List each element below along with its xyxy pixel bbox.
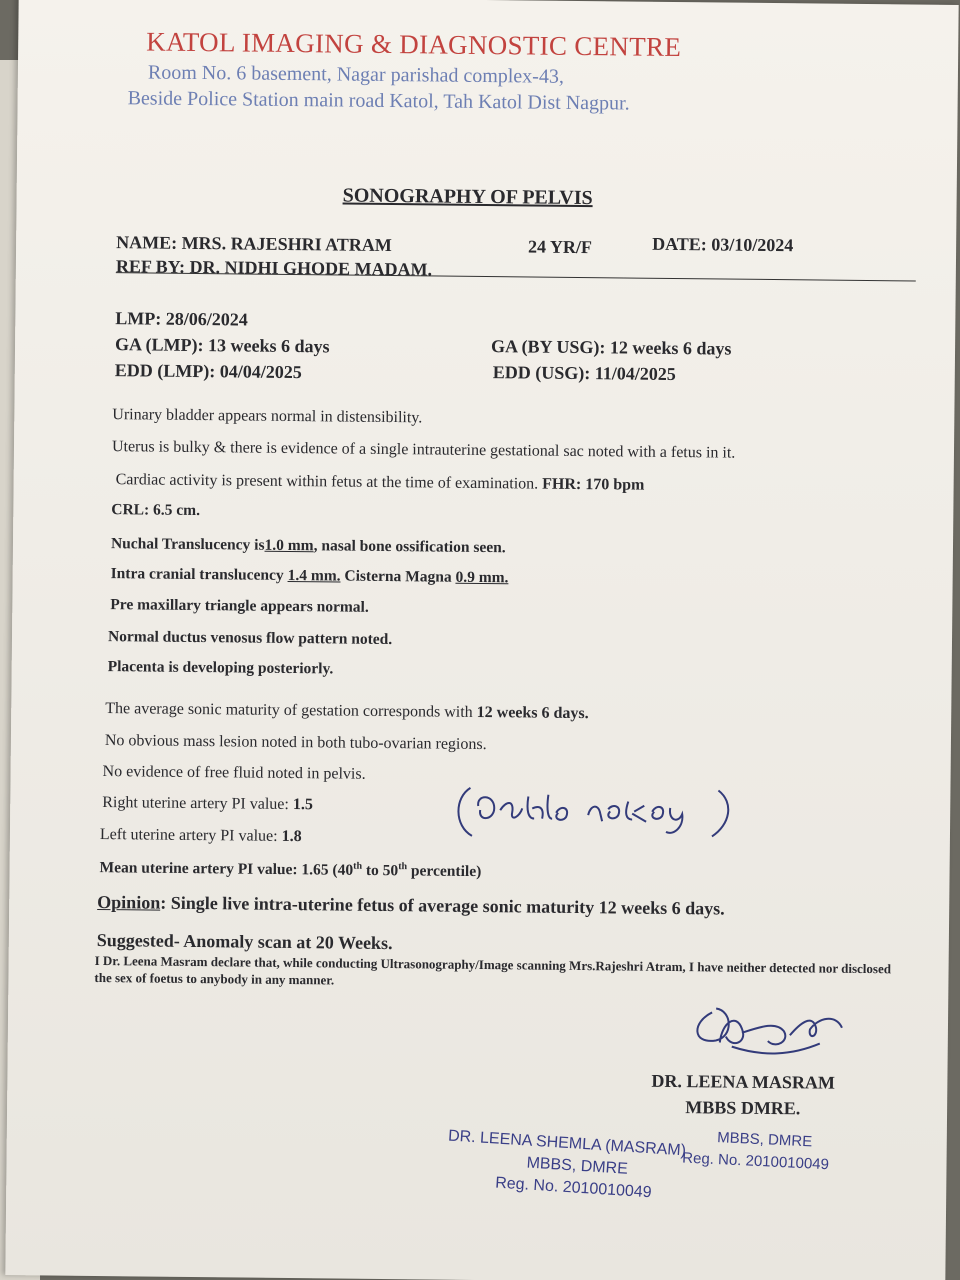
mean-pi-to: to 50 — [365, 861, 399, 880]
edd-lmp: EDD (LMP): 04/04/2025 — [114, 360, 302, 383]
finding-ict — [111, 565, 509, 587]
stamp-upper-qualification: MBBS, DMRE — [716, 1129, 813, 1151]
mean-pi-label: Mean uterine artery PI value: — [99, 859, 298, 879]
mean-pi-value: 1.65 (40 — [301, 861, 354, 879]
maturity-value: 12 weeks 6 days. — [476, 703, 589, 723]
ga-usg: GA (BY USG): 12 weeks 6 days — [490, 336, 732, 359]
finding-mass: No obvious mass lesion noted in both tubo-ovarian regions. — [104, 732, 487, 754]
finding-cardiac — [116, 471, 645, 495]
handwritten-signature-2 — [672, 992, 873, 1068]
patient-name: NAME: MRS. RAJESHRI ATRAM — [116, 232, 392, 256]
opinion — [97, 892, 725, 920]
finding-bladder: Urinary bladder appears normal in distensibility. — [112, 406, 423, 427]
doctor-stamp — [445, 1125, 687, 1206]
finding-nt — [111, 535, 506, 557]
signer-qualification: MBBS DMRE. — [685, 1097, 801, 1119]
stamp-upper — [682, 1126, 831, 1177]
centre-name: KATOL IMAGING & DIAGNOSTIC CENTRE — [146, 26, 682, 63]
right-pi-label: Right uterine artery PI value: — [102, 794, 289, 813]
right-pi-value: 1.5 — [292, 796, 313, 814]
signer-name: DR. LEENA MASRAM — [651, 1070, 836, 1093]
ict-value: 1.4 mm. — [287, 566, 341, 585]
opinion-text: : Single live intra-uterine fetus of average sonic maturity 12 weeks 6 days. — [160, 892, 725, 919]
finding-dv: Normal ductus venosus flow pattern noted. — [107, 628, 393, 649]
mean-pi-sup-1: th — [353, 860, 363, 872]
signer-block — [651, 1068, 835, 1122]
stamp-name: DR. LEENA SHEMLA (MASRAM) — [447, 1127, 687, 1160]
patient-age-sex: 24 YR/F — [528, 236, 593, 258]
ga-lmp: GA (LMP): 13 weeks 6 days — [114, 334, 330, 357]
fhr-value: FHR: 170 bpm — [542, 475, 645, 494]
finding-crl: CRL: 6.5 cm. — [111, 501, 201, 520]
stamp-qualification: MBBS, DMRE — [526, 1154, 629, 1178]
opinion-label: Opinion — [97, 891, 161, 913]
mean-pi-sup-2: th — [398, 861, 408, 873]
report-title: SONOGRAPHY OF PELVIS — [342, 184, 593, 210]
finding-fluid: No evidence of free fluid noted in pelvis. — [102, 763, 366, 783]
cm-prefix: Cisterna Magna — [344, 567, 452, 586]
nt-value: 1.0 mm — [264, 536, 314, 555]
handwritten-signature-1 — [448, 774, 749, 847]
nt-suffix: , nasal bone ossification seen. — [313, 537, 506, 557]
address-line-2: Beside Police Station main road Katol, Tah Katol Dist Nagpur. — [127, 87, 630, 115]
stamp-reg-no: Reg. No. 2010010049 — [494, 1174, 653, 1202]
left-pi-label: Left uterine artery PI value: — [99, 826, 278, 845]
suggestion: Suggested- Anomaly scan at 20 Weeks. — [96, 929, 393, 954]
referred-by: REF BY: DR. NIDHI GHODE MADAM. — [115, 256, 433, 280]
report-sheet — [5, 0, 958, 1280]
cm-value: 0.9 mm. — [455, 568, 509, 587]
mean-pi-suffix: percentile) — [410, 862, 482, 881]
finding-left-pi — [100, 826, 302, 846]
letterhead — [127, 26, 682, 117]
address-line-1: Room No. 6 basement, Nagar parishad complex-43, — [147, 61, 565, 88]
finding-right-pi — [102, 794, 313, 814]
maturity-text: The average sonic maturity of gestation corresponds with — [105, 700, 473, 721]
cardiac-text: Cardiac activity is present within fetus at the time of examination. — [115, 471, 539, 493]
report-date: DATE: 03/10/2024 — [652, 233, 794, 256]
finding-placenta: Placenta is developing posteriorly. — [107, 658, 334, 678]
lmp: LMP: 28/06/2024 — [115, 308, 248, 330]
left-pi-value: 1.8 — [281, 827, 302, 846]
declaration: I Dr. Leena Masram declare that, while conducting Ultrasonography/Image scanning Mrs.Rajeshri Atram, I have neither detected nor disclosed the sex of foetus to anybody in any manner. — [94, 952, 892, 988]
ict-prefix: Intra cranial translucency — [110, 565, 284, 584]
finding-uterus: Uterus is bulky & there is evidence of a single intrauterine gestational sac noted with a fetus in it. — [111, 438, 736, 462]
finding-maturity — [105, 700, 589, 723]
nt-prefix: Nuchal Translucency is — [110, 535, 265, 554]
finding-mean-pi — [99, 858, 481, 881]
finding-pmt: Pre maxillary triangle appears normal. — [110, 596, 369, 616]
stamp-upper-reg: Reg. No. 2010010049 — [681, 1149, 830, 1174]
edd-usg: EDD (USG): 11/04/2025 — [492, 362, 676, 385]
